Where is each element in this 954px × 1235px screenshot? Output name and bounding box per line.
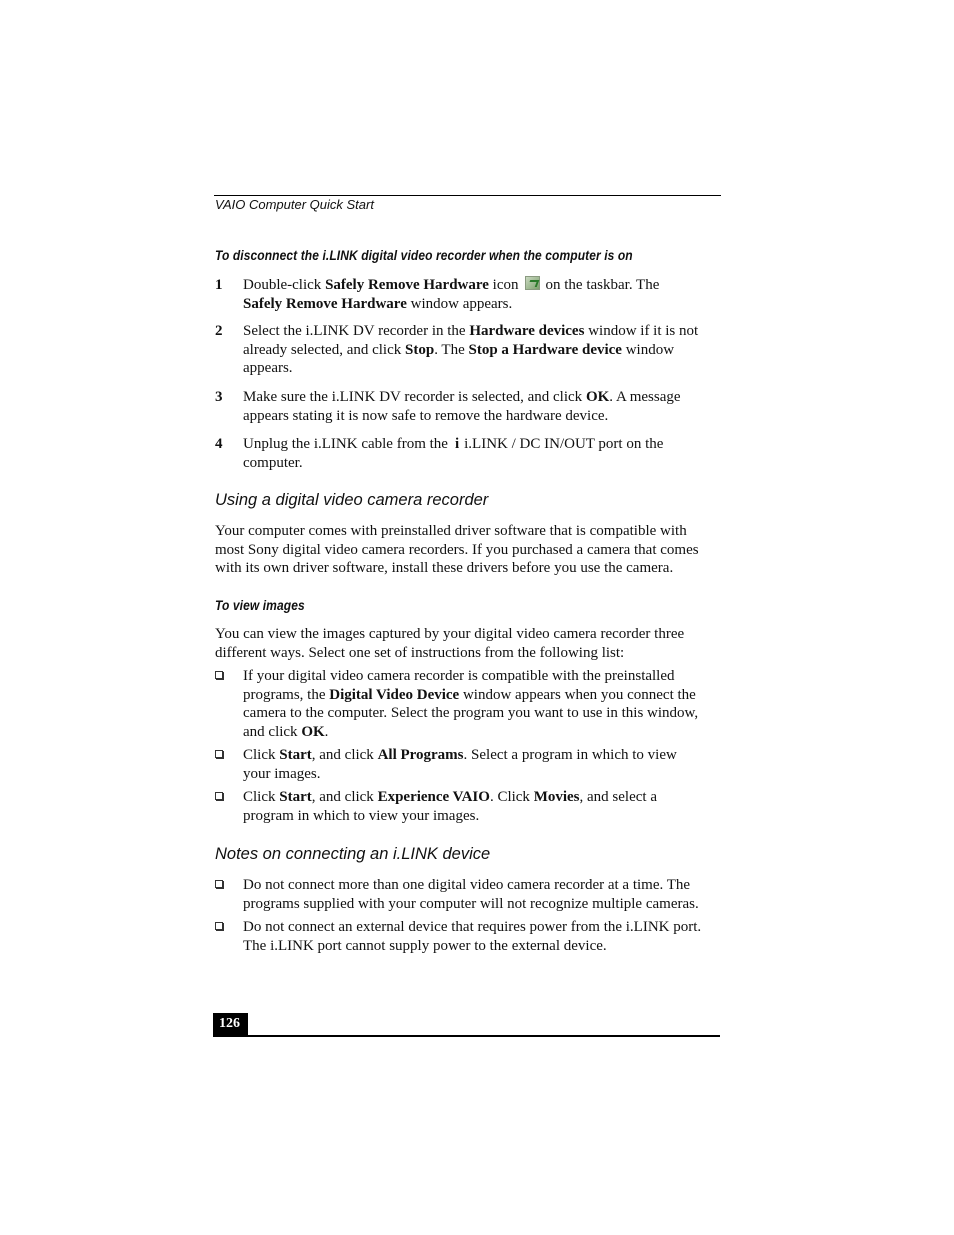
running-title: VAIO Computer Quick Start (215, 197, 374, 212)
bullet-item (243, 746, 677, 783)
body-paragraph (215, 625, 684, 662)
step-number: 1 (215, 277, 223, 293)
text-line (215, 625, 684, 644)
text-line (243, 807, 657, 826)
text-line (215, 541, 699, 560)
ui-term: Stop (405, 341, 435, 358)
text: program in which to view your images. (243, 807, 480, 824)
footer-rule (213, 1035, 720, 1037)
text: with its own driver software, install these drivers before you use the camera. (215, 560, 674, 577)
procedure-step (215, 322, 699, 378)
text: Do not connect an external device that requires power from the i.LINK port. (243, 919, 702, 935)
text: different ways. Select one set of instructions from the following list: (215, 644, 625, 661)
text-line (215, 559, 699, 578)
text: Do not connect more than one digital video camera recorder at a time. The (243, 877, 691, 893)
bullet-checkbox-icon (215, 922, 223, 930)
text: Click (243, 747, 280, 763)
ui-term: Hardware devices (469, 323, 585, 339)
text: programs supplied with your computer will not recognize multiple cameras. (243, 895, 699, 912)
subheading-view-images: To view images (215, 597, 305, 613)
text: . Click (489, 789, 534, 805)
ui-term: All Programs (377, 747, 464, 763)
text-line (243, 788, 657, 807)
text-line (243, 388, 681, 407)
text-line (243, 295, 659, 314)
ilink-icon: i (454, 436, 460, 452)
bullet-checkbox-icon (215, 671, 223, 679)
text: already selected, and click (243, 341, 405, 358)
ui-term: OK (301, 724, 325, 741)
text-line (243, 918, 701, 937)
procedure-step (215, 276, 660, 313)
text: Unplug the i.LINK cable from the (243, 436, 448, 452)
text-line (243, 359, 698, 378)
text: programs, the (243, 686, 330, 703)
text-line (243, 746, 677, 765)
step-number: 4 (215, 436, 223, 452)
text-line (243, 686, 698, 705)
text-line (243, 765, 677, 784)
procedure-step (215, 435, 664, 472)
text: window if it is not (584, 323, 699, 339)
bullet-item (243, 667, 698, 742)
text: i.LINK / DC IN/OUT port on the (464, 436, 664, 452)
ui-term: Safely Remove Hardware (325, 277, 489, 293)
text: computer. (243, 454, 303, 471)
text-line (243, 276, 659, 295)
text: window appears. (406, 295, 513, 312)
text: , and click (311, 789, 378, 805)
text-line (243, 435, 663, 454)
page-number: 126 (213, 1013, 248, 1037)
procedure-step (215, 388, 681, 425)
text-line (243, 937, 701, 956)
ui-term: Safely Remove Hardware (243, 295, 407, 312)
text: most Sony digital video camera recorders. If you purchased a camera that comes (215, 541, 699, 558)
text: . Select a program in which to view (463, 747, 677, 763)
text: window appears when you connect the (459, 686, 696, 703)
bullet-item (243, 876, 699, 913)
text-line (215, 644, 684, 663)
ui-term: Digital Video Device (329, 686, 460, 703)
ui-term: Start (279, 789, 312, 805)
bullet-item (243, 918, 701, 955)
text: If your digital video camera recorder is compatible with the preinstalled (243, 668, 675, 684)
safely-remove-hardware-icon (525, 276, 540, 290)
text-line (243, 895, 699, 914)
text: . The (434, 341, 469, 358)
text: appears stating it is now safe to remove the hardware device. (243, 407, 609, 424)
header-rule (214, 195, 721, 196)
procedure-heading: To disconnect the i.LINK digital video recorder when the computer is on (215, 247, 633, 263)
text: The i.LINK port cannot supply power to the external device. (243, 937, 607, 954)
text: on the taskbar. The (545, 277, 660, 293)
text-line (243, 667, 698, 686)
text: , and select a (579, 789, 657, 805)
ui-term: Experience VAIO (377, 789, 490, 805)
ui-term: Start (279, 747, 312, 763)
text-line (215, 522, 699, 541)
body-paragraph (215, 522, 699, 578)
ui-term: Stop a Hardware device (468, 341, 622, 358)
text: You can view the images captured by your digital video camera recorder three (215, 626, 685, 642)
text-line (243, 454, 663, 473)
bullet-checkbox-icon (215, 792, 223, 800)
text-line (243, 723, 698, 742)
ui-term: Movies (533, 789, 580, 805)
ui-term: OK (585, 389, 610, 405)
text: Click (243, 789, 280, 805)
text: Select the i.LINK DV recorder in the (243, 323, 470, 339)
text: appears. (243, 360, 293, 377)
step-number: 3 (215, 389, 223, 405)
bullet-item (243, 788, 657, 825)
text-line (243, 407, 681, 426)
text: . (324, 724, 329, 741)
step-number: 2 (215, 323, 223, 339)
text-line (243, 876, 699, 895)
section-heading-dv-camera: Using a digital video camera recorder (215, 491, 489, 509)
text: and click (243, 724, 302, 741)
text-line (243, 704, 698, 723)
section-heading-notes: Notes on connecting an i.LINK device (215, 845, 491, 863)
text: Double-click (243, 277, 326, 293)
text: Make sure the i.LINK DV recorder is selected, and click (243, 389, 586, 405)
text-line (243, 341, 698, 360)
text: . A message (609, 389, 681, 405)
text: Your computer comes with preinstalled driver software that is compatible with (215, 523, 687, 539)
text-line (243, 322, 698, 341)
bullet-checkbox-icon (215, 880, 223, 888)
text: , and click (311, 747, 378, 763)
text: your images. (243, 765, 321, 782)
bullet-checkbox-icon (215, 750, 223, 758)
text: camera to the computer. Select the program you want to use in this window, (243, 705, 699, 722)
text: icon (488, 277, 519, 293)
text: window (621, 341, 675, 358)
